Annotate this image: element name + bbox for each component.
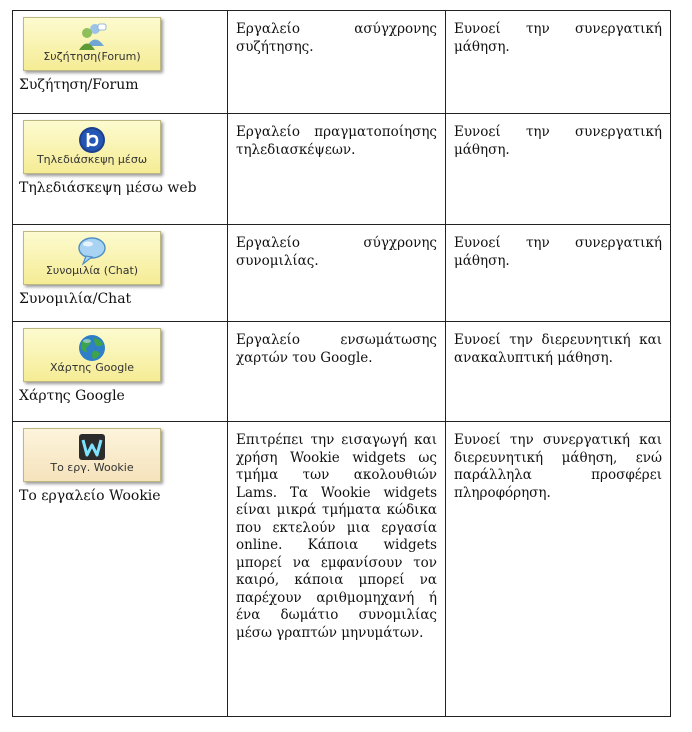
tool-benefit: Ευνοεί την συνεργατική μάθηση. bbox=[454, 235, 662, 269]
google-maps-button[interactable] bbox=[23, 328, 161, 382]
tool-caption: Συνομιλία/Chat bbox=[19, 291, 132, 307]
table-row bbox=[13, 114, 671, 225]
benefit-cell bbox=[446, 225, 671, 322]
tool-description: Εργαλείο σύγχρονης συνομιλίας. bbox=[236, 235, 437, 269]
tool-cell bbox=[13, 422, 228, 717]
forum-button-label: Συζήτηση(Forum) bbox=[43, 49, 141, 63]
tool-cell bbox=[13, 225, 228, 322]
tool-benefit: Ευνοεί την συνεργατική μάθηση. bbox=[454, 21, 662, 55]
table-row bbox=[13, 11, 671, 114]
wookie-button-label: Το εργ. Wookie bbox=[50, 460, 134, 474]
tool-cell bbox=[13, 322, 228, 422]
tool-caption: Συζήτηση/Forum bbox=[19, 77, 139, 93]
tool-description: Επιτρέπει την εισαγωγή και χρήση Wookie widgets ως τμήμα των ακολουθιών Lams. Τα Wookie widgets είναι μικρά τμήματα κώδικα που εκτελούν μια εργασία online. Κάποια widgets μπορεί να εμφανίσουν τον καιρό, κάποια μπορεί να παρέχουν αριθμομηχανή ή ένα δωμάτιο συνομιλίας μέσω γραπτών μηνυμάτων. bbox=[236, 432, 437, 641]
chat-button-label: Συνομιλία (Chat) bbox=[45, 263, 139, 277]
wookie-button[interactable] bbox=[23, 428, 161, 482]
tool-cell bbox=[13, 114, 228, 225]
benefit-cell bbox=[446, 422, 671, 717]
benefit-cell bbox=[446, 11, 671, 114]
tool-caption: Τηλεδιάσκεψη μέσω web bbox=[19, 180, 197, 196]
tool-description: Εργαλείο ασύγχρονης συζήτησης. bbox=[236, 21, 437, 55]
webconference-button[interactable] bbox=[23, 120, 161, 174]
table-row bbox=[13, 422, 671, 717]
tool-description: Εργαλείο ενσωμάτωσης χαρτών του Google. bbox=[236, 332, 437, 366]
tool-caption: Χάρτης Google bbox=[19, 388, 125, 404]
tool-cell bbox=[13, 11, 228, 114]
tool-caption: Το εργαλείο Wookie bbox=[19, 488, 161, 504]
table-row bbox=[13, 225, 671, 322]
chat-button[interactable] bbox=[23, 231, 161, 285]
tool-benefit: Ευνοεί την συνεργατική και διερευνητική μάθηση, ενώ παράλληλα προσφέρει πληροφόρηση. bbox=[454, 432, 662, 501]
benefit-cell bbox=[446, 322, 671, 422]
webconference-button-label: Τηλεδιάσκεψη μέσω bbox=[36, 152, 148, 166]
tool-benefit: Ευνοεί την διερευνητική και ανακαλυπτική μάθηση. bbox=[454, 332, 662, 366]
forum-button[interactable] bbox=[23, 17, 161, 71]
table-row bbox=[13, 322, 671, 422]
description-cell bbox=[228, 422, 446, 717]
tool-description: Εργαλείο πραγματοποίησης τηλεδιασκέψεων. bbox=[236, 124, 437, 158]
google-maps-button-label: Χάρτης Google bbox=[49, 360, 135, 374]
tool-benefit: Ευνοεί την συνεργατική μάθηση. bbox=[454, 124, 662, 158]
description-cell bbox=[228, 225, 446, 322]
description-cell bbox=[228, 114, 446, 225]
description-cell bbox=[228, 11, 446, 114]
tools-table bbox=[12, 10, 671, 717]
description-cell bbox=[228, 322, 446, 422]
benefit-cell bbox=[446, 114, 671, 225]
